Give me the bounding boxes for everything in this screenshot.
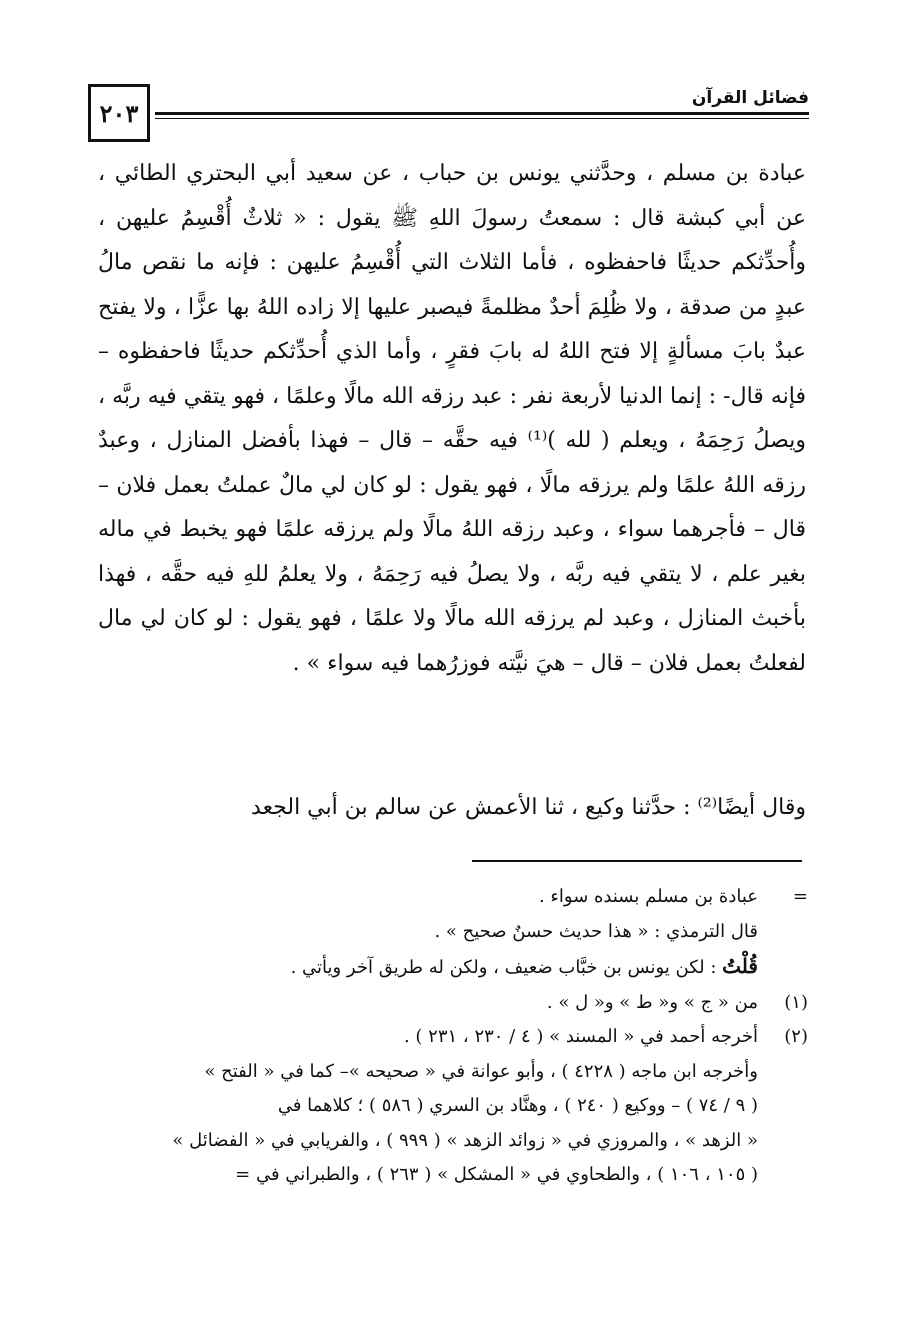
footnote-text: عبادة بن مسلم بسنده سواء . <box>538 886 758 907</box>
footnote-text: ( ١٠٥ ، ١٠٦ ) ، والطحاوي في « المشكل » ( ٢٦٣ ) ، والطبراني في = <box>235 1164 758 1185</box>
footnote-line <box>60 949 808 986</box>
closing-paragraph: وقال أيضًا⁽²⁾ : حدَّثنا وكيع ، ثنا الأعمش عن سالم بن أبي الجعد <box>251 795 806 820</box>
footnote-text: وأخرجه ابن ماجه ( ٤٢٢٨ ) ، وأبو عوانة في « صحيحه »– كما في « الفتح » <box>204 1060 758 1082</box>
footnote-line <box>60 1020 808 1055</box>
footnote-text: أخرجه أحمد في « المسند » ( ٤ / ٢٣٠ ، ٢٣١ ) . <box>403 1026 758 1047</box>
footnote-line <box>60 986 808 1021</box>
header-rule-thin <box>155 118 809 119</box>
footnote-line <box>60 1158 808 1193</box>
footnote-text: ( ٩ / ٧٤ ) – ووكيع ( ٢٤٠ ) ، وهنَّاد بن السري ( ٥٨٦ ) ؛ كلاهما في <box>277 1095 758 1116</box>
footnote-separator <box>472 860 802 862</box>
footnote-line <box>60 880 808 915</box>
footnote-line <box>60 1124 808 1159</box>
footnote-marker: (٢) <box>784 1026 808 1047</box>
footnote-label: قُلْتُ <box>722 954 758 978</box>
hadith-paragraph: عبادة بن مسلم ، وحدَّثني يونس بن حباب ، عن سعيد أبي البحتري الطائي ، عن أبي كبشة قال : سمعتُ رسولَ اللهِ ﷺ يقول : « ثلاثٌ أُقْسِمُ عليهن ، وأُحدِّثكم حديثًا فاحفظوه ، فأما الثلاث التي أُقْسِمُ عليهن : فإنه ما نقص مالُ عبدٍ من صدقة ، ولا ظُلِمَ أحدٌ مظلمةً فيصبر عليها إلا زاده اللهُ بها عزًّا ، ولا يفتح عبدٌ بابَ مسألةٍ إلا فتح اللهُ له بابَ فقرٍ ، وأما الذي أُحدِّثكم حديثًا فاحفظوه – فإنه قال- : إنما الدنيا لأربعة نفر : عبد رزقه الله مالًا وعلمًا ، فهو يتقي فيه ربَّه ، ويصلُ رَحِمَهُ ، ويعلم ( لله )⁽¹⁾ فيه حقَّه – قال – فهذا بأفضل المنازل ، وعبدٌ رزقه اللهُ علمًا ولم يرزقه مالًا ، فهو يقول : لو كان لي مالٌ عملتُ بعمل فلان – قال – فأجرهما سواء ، وعبد رزقه اللهُ مالًا ولم يرزقه علمًا فهو يخبط في ماله بغير علم ، لا يتقي فيه ربَّه ، ولا يصلُ فيه رَحِمَهُ ، ولا يعلمُ للهِ فيه حقَّه ، فهذا بأخبث المنازل ، وعبد لم يرزقه الله مالًا ولا علمًا ، فهو يقول : لو كان لي مال لفعلتُ بعمل فلان – قال – هيَ نيَّته فوزرُهما فيه سواء » . <box>98 161 807 676</box>
footnote-text: : لكن يونس بن خبَّاب ضعيف ، ولكن له طريق آخر ويأتي . <box>290 957 723 978</box>
footnote-marker: (١) <box>784 991 808 1013</box>
header-rule <box>155 112 809 115</box>
footnote-line <box>60 1089 808 1124</box>
footnote-marker: = <box>792 886 808 907</box>
page-number: ٢٠٣ <box>88 84 150 142</box>
footnote-text: قال الترمذي : « هذا حديث حسنٌ صحيح » . <box>434 920 758 942</box>
running-header-title: فضائل القرآن <box>691 88 809 108</box>
footnote-text: « الزهد » ، والمروزي في « زوائد الزهد » ( ٩٩٩ ) ، والفريابي في « الفضائل » <box>172 1129 758 1151</box>
footnote-text: من « ج » و« ط » و« ل » . <box>546 991 758 1013</box>
footnote-line <box>60 915 808 950</box>
footnotes <box>60 880 808 1193</box>
footnote-line <box>60 1055 808 1090</box>
page-header <box>0 0 905 150</box>
